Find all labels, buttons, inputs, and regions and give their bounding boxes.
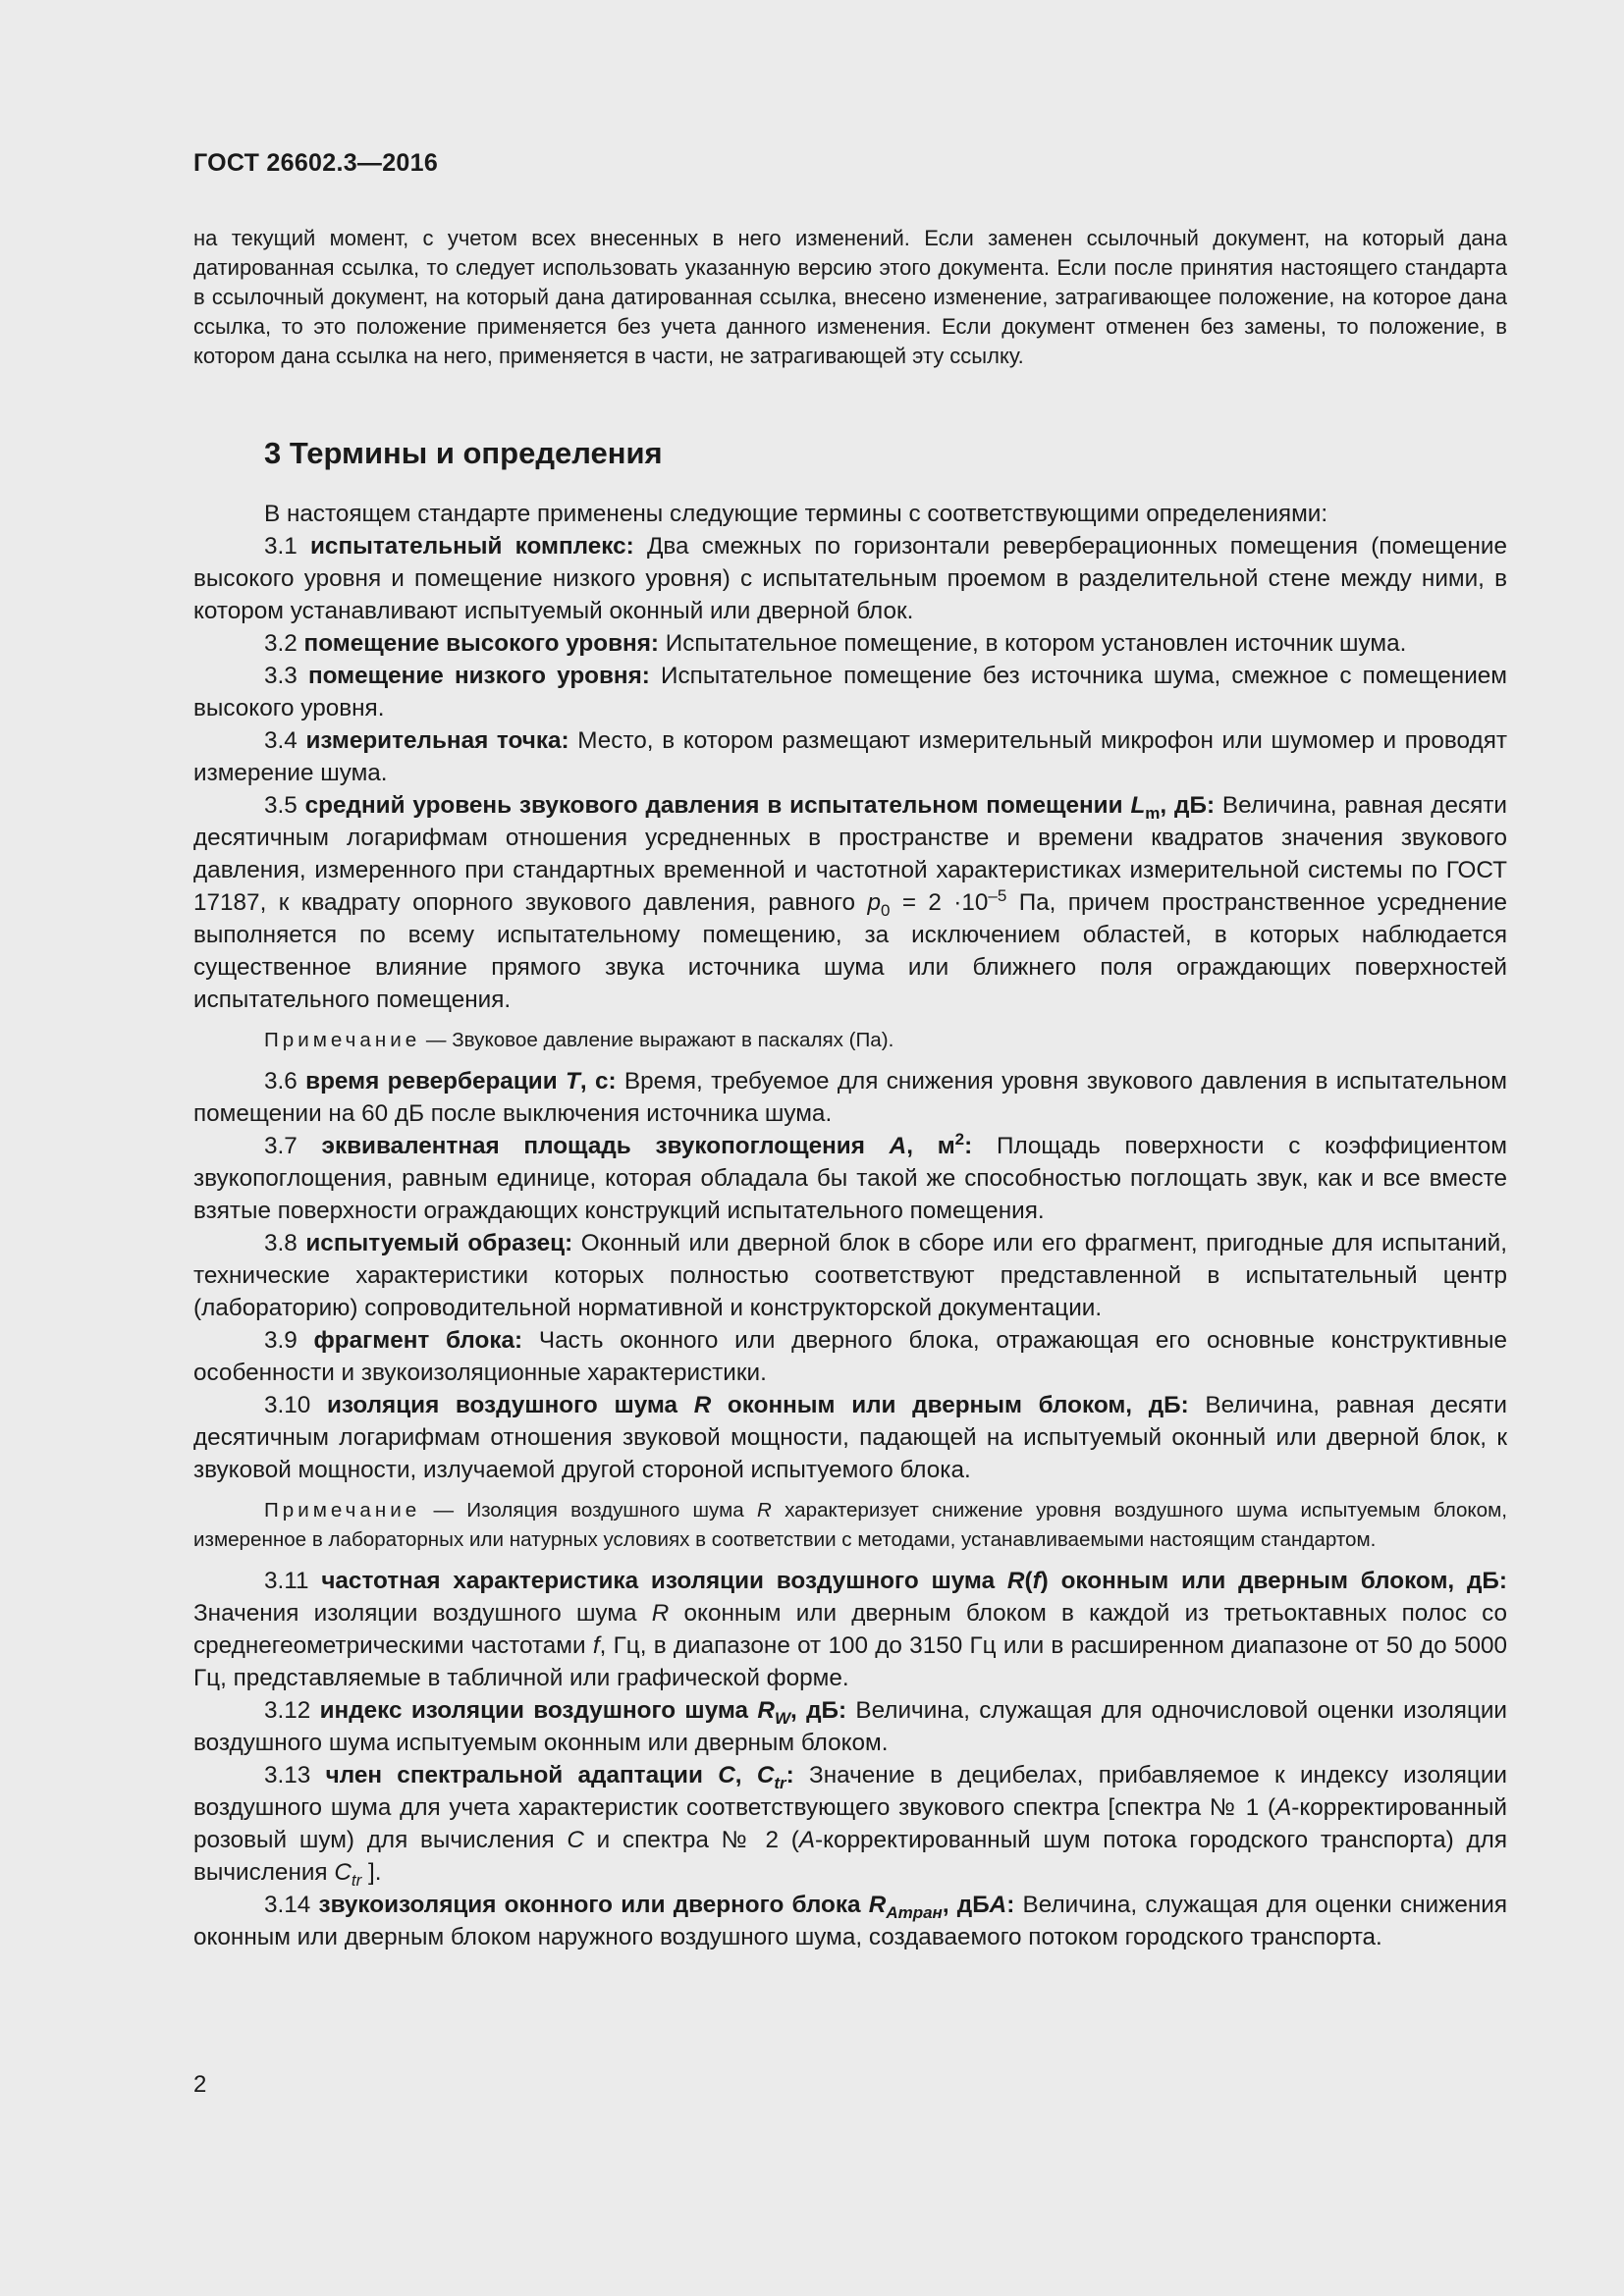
term-3-3: 3.3 помещение низкого уровня: Испытательное помещение без источника шума, смежное с помещением высокого уровня. [193, 663, 1507, 721]
term-3-14: 3.14 звукоизоляция оконного или дверного блока $R_{Атран}$, дБA: Величина, служащая для оценки снижения оконным или дверным блоком наружного воздушного шума, создаваемого потоком городского транспорта. [193, 1892, 1507, 1950]
intro-paragraph: на текущий момент, с учетом всех внесенных в него изменений. Если заменен ссылочный документ, на который дана датированная ссылка, то следует использовать указанную версию этого документа. Если после принятия настоящего стандарта в ссылочный документ, на который дана датированная ссылка, внесено изменение, затрагивающее положение, на которое дана ссылка, то это положение применяется без учета данного изменения. Если документ отменен без замены, то положение, в котором дана ссылка на него, применяется в части, не затрагивающей эту ссылку. [193, 226, 1507, 368]
term-3-13: 3.13 член спектральной адаптации C, $C_{tr}$: Значение в децибелах, прибавляемое к индексу изоляции воздушного шума для учета характеристик соответствующего звукового спектра [спектра № 1 (A-корректированный розовый шум) для вычисления C и спектра № 2 (A-корректированный шум потока городского транспорта) для вычисления $C_{tr}$ ]. [193, 1762, 1508, 1890]
terms-body [193, 498, 1507, 1953]
page-number: 2 [193, 2071, 207, 2098]
term-3-8: 3.8 испытуемый образец: Оконный или дверной блок в сборе или его фрагмент, пригодные для испытаний, технические характеристики которых полностью соответствуют представленной в испытательный центр (лабораторию) сопроводительной нормативной и конструкторской документации. [193, 1230, 1507, 1321]
term-3-1: 3.1 испытательный комплекс: Два смежных по горизонтали реверберационных помещения (помещение высокого уровня и помещение низкого уровня) с испытательным проемом в разделительной стене между ними, в котором устанавливают испытуемый оконный или дверной блок. [193, 533, 1507, 624]
term-3-11: 3.11 частотная характеристика изоляции воздушного шума R(f) оконным или дверным блоком, дБ: Значения изоляции воздушного шума R оконным или дверным блоком в каждой из третьоктавных полос со среднегеометрическими частотами f, Гц, в диапазоне от 100 до 3150 Гц или в расширенном диапазоне от 50 до 5000 Гц, представляемые в табличной или графической форме. [193, 1568, 1508, 1691]
note-1: Примечание — Звуковое давление выражают в паскалях (Па). [264, 1029, 894, 1051]
term-3-2: 3.2 помещение высокого уровня: Испытательное помещение, в котором установлен источник шума. [264, 630, 1407, 657]
term-3-5: 3.5 средний уровень звукового давления в испытательном помещении $L_m$, дБ: Величина, равная десяти десятичным логарифмам отношения усредненных в пространстве и времени квадратов значения звукового давления, измеренного при стандартных временной и частотной характеристиках измерительной системы по ГОСТ 17187, к квадрату опорного звукового давления, равного $p_0 = 2 \cdot 10^{-5}$ Па, причем пространственное усреднение выполняется по всему испытательному помещению, за исключением областей, в которых наблюдается существенное влияние прямого звука источника шума или ближнего поля ограждающих поверхностей испытательного помещения. [193, 792, 1508, 1013]
term-3-7: 3.7 эквивалентная площадь звукопоглощения A, $м^2$: Площадь поверхности с коэффициентом звукопоглощения, равным единице, которая обладала бы такой же способностью поглощать звук, как и все вместе взятые поверхности ограждающих конструкций испытательного помещения. [193, 1129, 1507, 1224]
term-3-12: 3.12 индекс изоляции воздушного шума $R_W$, дБ: Величина, служащая для одночисловой оценки изоляции воздушного шума испытуемым оконным или дверным блоком. [193, 1697, 1507, 1756]
section-lead: В настоящем стандарте применены следующие термины с соответствующими определениями: [264, 501, 1328, 527]
document-id-header: ГОСТ 26602.3—2016 [193, 149, 439, 177]
term-3-9: 3.9 фрагмент блока: Часть оконного или дверного блока, отражающая его основные конструктивные особенности и звукоизоляционные характеристики. [193, 1327, 1508, 1386]
term-3-6: 3.6 время реверберации T, с: Время, требуемое для снижения уровня звукового давления в испытательном помещении на 60 дБ после выключения источника шума. [193, 1068, 1508, 1127]
term-3-10: 3.10 изоляция воздушного шума R оконным или дверным блоком, дБ: Величина, равная десяти десятичным логарифмам отношения звуковой мощности, падающей на испытуемый оконный или дверной блок, к звуковой мощности, излучаемой другой стороной испытуемого блока. [193, 1392, 1507, 1483]
section-title: 3 Термины и определения [264, 436, 663, 470]
term-3-4: 3.4 измерительная точка: Место, в котором размещают измерительный микрофон или шумомер и проводят измерение шума. [193, 727, 1507, 786]
note-2: Примечание — Изоляция воздушного шума R характеризует снижение уровня воздушного шума испытуемым блоком, измеренное в лабораторных или натурных условиях в соответствии с методами, устанавливаемыми настоящим стандартом. [193, 1499, 1508, 1551]
